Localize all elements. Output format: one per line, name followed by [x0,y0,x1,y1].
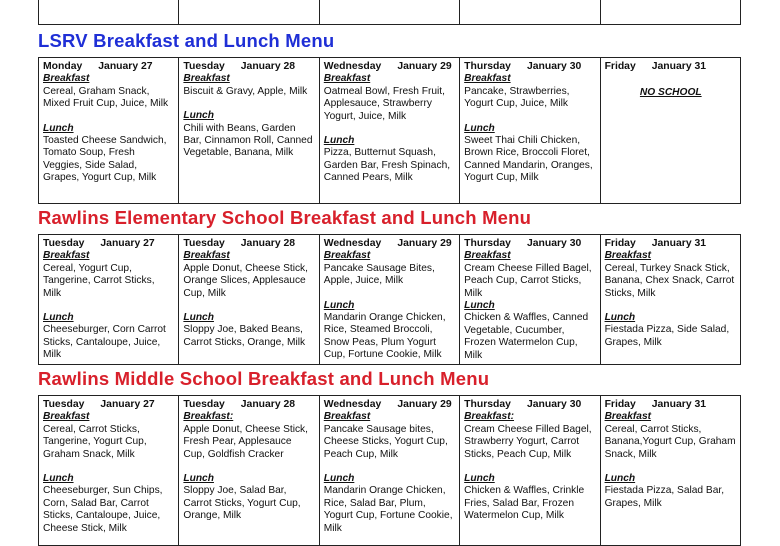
breakfast-label: Breakfast [43,73,90,85]
previous-menu-table [38,0,741,25]
day-cell-friday [600,58,740,204]
lunch-items: Cheeseburger, Sun Chips, Corn, Salad Bar, Carrot Sticks, Cantaloupe, Juice, Cheese Stick, Milk [43,485,163,534]
day-header [43,61,175,73]
day-cell-tuesday-27 [39,396,179,546]
day-name: Tuesday [43,399,85,410]
breakfast-label: Breakfast [183,73,230,85]
breakfast-items: Apple Donut, Cheese Stick, Orange Slices, Applesauce Cup, Milk [183,262,308,299]
lunch-items: Sloppy Joe, Salad Bar, Carrot Sticks, Yogurt Cup, Orange, Milk [183,485,301,522]
breakfast-items: Oatmeal Bowl, Fresh Fruit, Applesauce, Strawberry Yogurt, Juice, Milk [323,85,445,122]
breakfast-label: Breakfast [323,250,371,262]
day-header [605,399,737,411]
breakfast-label: Breakfast [43,250,90,262]
day-header [605,238,737,250]
lunch-items: Cheeseburger, Corn Carrot Sticks, Cantaloupe, Juice, Milk [43,324,166,361]
breakfast-label: Breakfast: [464,411,515,423]
day-cell-friday [600,235,740,365]
day-date: January 31 [651,61,707,72]
lunch-label: Lunch [43,473,74,485]
breakfast-label: Breakfast [604,411,651,423]
previous-cell [319,0,459,25]
lunch-items: Fiestada Pizza, Side Salad, Grapes, Milk [604,324,730,348]
lunch-items: Sloppy Joe, Baked Beans, Carrot Sticks, Orange, Milk [183,324,306,348]
day-date: January 27 [100,238,155,249]
lsrv-menu-table [38,57,741,204]
day-date: January 29 [397,61,452,72]
day-date: January 28 [240,61,296,72]
breakfast-label: Breakfast [464,250,511,262]
day-cell-tuesday-27 [39,235,179,365]
day-cell-friday [600,396,740,546]
breakfast-items: Cereal, Turkey Snack Stick, Banana, Chex Snack, Carrot Sticks, Milk [604,262,735,299]
day-date: January 29 [397,238,452,249]
lunch-label: Lunch [183,110,214,122]
breakfast-items: Apple Donut, Cheese Stick, Fresh Pear, Applesauce Cup, Goldfish Cracker [183,423,308,460]
breakfast-label: Breakfast [183,250,230,262]
breakfast-label: Breakfast [604,250,651,262]
day-header [183,238,315,250]
breakfast-label: Breakfast [43,411,90,423]
breakfast-items: Cereal, Carrot Sticks, Tangerine, Yogurt Cup, Graham Snack, Milk [43,423,147,460]
previous-cell [39,0,179,25]
day-name: Thursday [464,399,511,410]
day-name: Wednesday [323,238,382,249]
breakfast-items: Cereal, Carrot Sticks, Banana,Yogurt Cup, Graham Snack, Milk [604,423,736,460]
day-date: January 31 [651,238,707,249]
day-date: January 27 [98,61,153,72]
lunch-label: Lunch [464,122,495,134]
lunch-label: Lunch [43,312,74,324]
day-header [464,61,596,73]
lunch-items: Chili with Beans, Garden Bar, Cinnamon Roll, Canned Vegetable, Banana, Milk [183,122,313,159]
lunch-label: Lunch [464,473,495,485]
breakfast-items: Pancake Sausage Bites, Apple, Juice, Milk [323,262,435,287]
lunch-items: Mandarin Orange Chicken, Rice, Salad Bar, Plum, Yogurt Cup, Fortune Cookie, Milk [323,485,453,534]
day-header [43,399,175,411]
previous-cell [600,0,740,25]
day-header [605,61,737,73]
elementary-menu-table [38,234,741,365]
day-header [324,399,456,411]
day-header [43,238,175,250]
breakfast-items: Biscuit & Gravy, Apple, Milk [183,85,308,97]
day-date: January 28 [240,238,296,249]
day-name: Tuesday [43,238,85,249]
day-header [183,399,315,411]
lunch-label: Lunch [323,473,355,485]
day-name: Wednesday [323,61,382,72]
day-cell-monday [39,58,179,204]
breakfast-items: Cereal, Graham Snack, Mixed Fruit Cup, Juice, Milk [43,85,169,110]
lunch-label: Lunch [43,122,74,134]
middle-menu-table [38,395,741,546]
day-header [324,238,456,250]
day-cell-thursday [460,58,600,204]
day-date: January 29 [397,399,452,410]
lunch-label: Lunch [183,473,214,485]
day-cell-tuesday-28 [179,235,319,365]
day-date: January 28 [240,399,296,410]
breakfast-items: Pancake Sausage bites, Cheese Sticks, Yogurt Cup, Peach Cup, Milk [323,423,448,460]
day-cell-thursday [460,396,600,546]
day-name: Thursday [464,238,511,249]
lunch-label: Lunch [604,312,636,324]
previous-cell [460,0,600,25]
day-cell-wednesday [319,235,459,365]
lsrv-menu-title: LSRV Breakfast and Lunch Menu [38,30,335,51]
lunch-label: Lunch [604,473,636,485]
day-date: January 27 [100,399,155,410]
day-cell-tuesday-28 [179,396,319,546]
lunch-items: Toasted Cheese Sandwich, Tomato Soup, Fresh Veggies, Side Salad, Grapes, Yogurt Cup, Milk [43,135,167,184]
breakfast-label: Breakfast [323,73,371,85]
day-name: Friday [604,399,636,410]
day-date: January 30 [526,399,582,410]
day-date: January 30 [526,61,582,72]
day-name: Friday [604,61,636,72]
breakfast-items: Cream Cheese Filled Bagel, Strawberry Yogurt, Carrot Sticks, Peach Cup, Milk [464,423,592,460]
middle-menu-title: Rawlins Middle School Breakfast and Lunch Menu [38,368,490,389]
lunch-label: Lunch [183,312,214,324]
no-school-notice: NO SCHOOL [639,87,702,99]
day-name: Tuesday [183,399,225,410]
day-name: Thursday [464,61,511,72]
day-header [183,61,315,73]
lunch-label: Lunch [323,299,355,311]
day-name: Wednesday [323,399,382,410]
day-cell-thursday [460,235,600,365]
breakfast-label: Breakfast [464,73,511,85]
day-name: Friday [604,238,636,249]
elementary-menu-title: Rawlins Elementary School Breakfast and Lunch Menu [38,207,532,228]
day-name: Monday [43,61,83,72]
day-date: January 31 [651,399,707,410]
lunch-items: Chicken & Waffles, Canned Vegetable, Cucumber, Frozen Watermelon Cup, Milk [464,312,589,361]
day-date: January 30 [526,238,582,249]
previous-cell [179,0,319,25]
lunch-items: Sweet Thai Chili Chicken, Brown Rice, Broccoli Floret, Canned Mandarin, Oranges, Yogurt Cup, Milk [464,135,593,184]
day-cell-wednesday [319,396,459,546]
day-name: Tuesday [183,61,225,72]
lunch-items: Pizza, Butternut Squash, Garden Bar, Fresh Spinach, Canned Pears, Milk [323,147,451,184]
day-cell-tuesday [179,58,319,204]
day-header [464,399,596,411]
lunch-items: Mandarin Orange Chicken, Rice, Steamed Broccoli, Snow Peas, Plum Yogurt Cup, Fortune Cookie, Milk [323,312,446,361]
lunch-label: Lunch [464,300,495,312]
breakfast-label: Breakfast [323,411,371,423]
day-name: Tuesday [183,238,225,249]
breakfast-items: Cereal, Yogurt Cup, Tangerine, Carrot Sticks, Milk [43,262,155,299]
breakfast-label: Breakfast: [183,411,234,423]
day-cell-wednesday [319,58,459,204]
day-header [324,61,456,73]
breakfast-items: Cream Cheese Filled Bagel, Peach Cup, Carrot Sticks, Milk [464,262,592,299]
lunch-items: Chicken & Waffles, Crinkle Fries, Salad Bar, Frozen Watermelon Cup, Milk [464,485,585,522]
day-header [464,238,596,250]
breakfast-items: Pancake, Strawberries, Yogurt Cup, Juice, Milk [464,85,570,110]
lunch-label: Lunch [323,135,355,147]
lunch-items: Fiestada Pizza, Salad Bar, Grapes, Milk [604,485,725,509]
